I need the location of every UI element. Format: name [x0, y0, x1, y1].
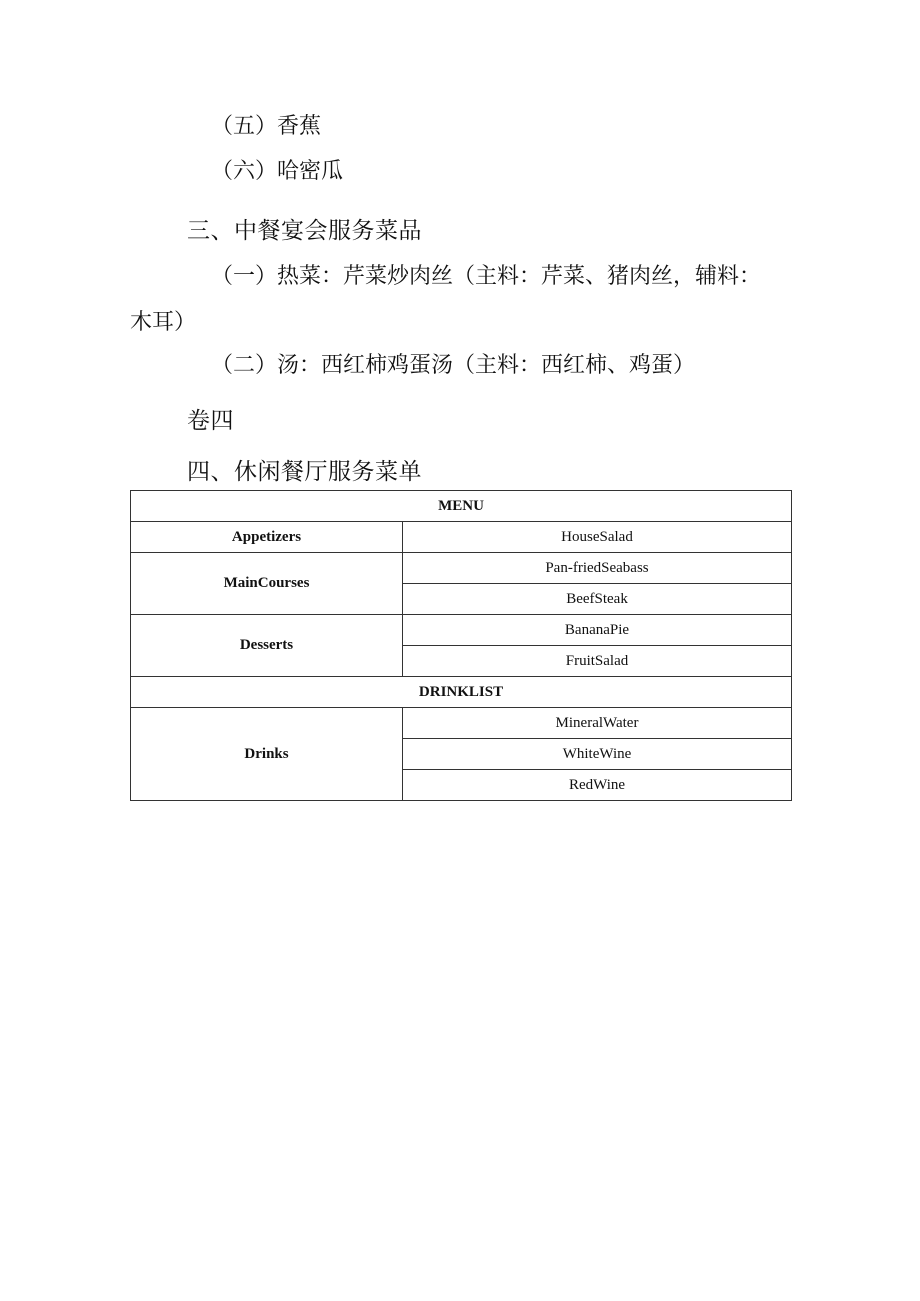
item-beef-steak: BeefSteak — [403, 584, 792, 615]
menu-header-cell: MENU — [131, 491, 792, 522]
volume-heading: 卷四 — [187, 408, 234, 434]
table-row — [131, 553, 792, 584]
table-row — [131, 615, 792, 646]
list-item-banana: （五）香蕉 — [211, 114, 322, 139]
section-heading-casual-menu: 四、休闲餐厅服务菜单 — [187, 459, 422, 485]
item-red-wine: RedWine — [403, 770, 792, 801]
item-house-salad: HouseSalad — [403, 522, 792, 553]
item-pan-fried-seabass: Pan-friedSeabass — [403, 553, 792, 584]
category-main-courses: MainCourses — [131, 553, 403, 615]
item-fruit-salad: FruitSalad — [403, 646, 792, 677]
list-item-cantaloupe: （六）哈密瓜 — [211, 159, 344, 184]
table-row — [131, 708, 792, 739]
item-white-wine: WhiteWine — [403, 739, 792, 770]
table-row — [131, 491, 792, 522]
paragraph-hot-dish: （一）热菜：芹菜炒肉丝（主料：芹菜、猪肉丝，辅料： — [211, 264, 762, 289]
category-appetizers: Appetizers — [131, 522, 403, 553]
paragraph-hot-dish-continued: 木耳） — [130, 310, 197, 335]
paragraph-soup: （二）汤：西红柿鸡蛋汤（主料：西红柿、鸡蛋） — [211, 353, 696, 378]
drink-list-header-cell: DRINKLIST — [131, 677, 792, 708]
table-row — [131, 677, 792, 708]
item-mineral-water: MineralWater — [403, 708, 792, 739]
category-drinks: Drinks — [131, 708, 403, 801]
section-heading-banquet-dishes: 三、中餐宴会服务菜品 — [187, 218, 422, 244]
item-banana-pie: BananaPie — [403, 615, 792, 646]
menu-table — [130, 490, 792, 801]
table-row — [131, 522, 792, 553]
category-desserts: Desserts — [131, 615, 403, 677]
